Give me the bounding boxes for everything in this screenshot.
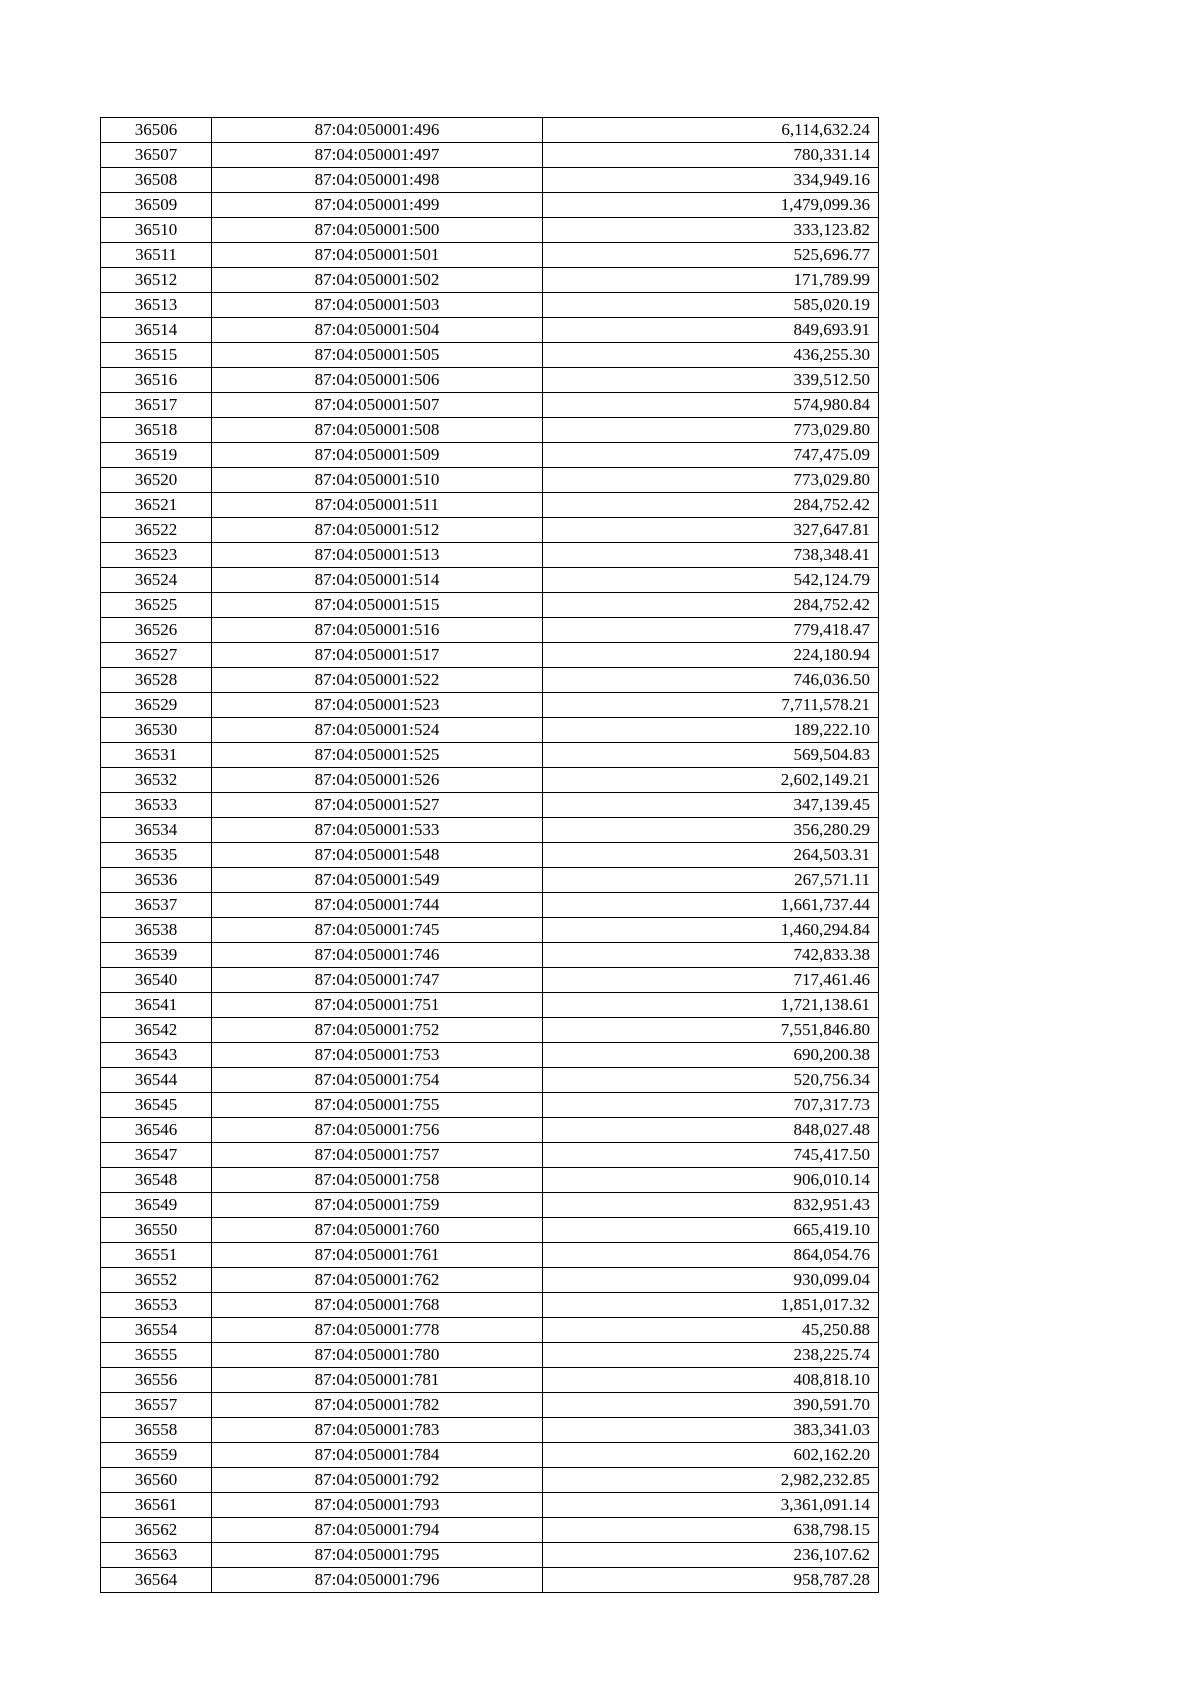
row-number-cell: 36564 bbox=[101, 1568, 212, 1593]
value-cell: 542,124.79 bbox=[543, 568, 879, 593]
table-row bbox=[101, 543, 879, 568]
cadastral-number-cell: 87:04:050001:747 bbox=[212, 968, 543, 993]
row-number-cell: 36547 bbox=[101, 1143, 212, 1168]
value-cell: 284,752.42 bbox=[543, 593, 879, 618]
table-row bbox=[101, 368, 879, 393]
table-row bbox=[101, 1568, 879, 1593]
row-number-cell: 36517 bbox=[101, 393, 212, 418]
row-number-cell: 36549 bbox=[101, 1193, 212, 1218]
cadastral-number-cell: 87:04:050001:768 bbox=[212, 1293, 543, 1318]
value-cell: 832,951.43 bbox=[543, 1193, 879, 1218]
cadastral-number-cell: 87:04:050001:751 bbox=[212, 993, 543, 1018]
table-row bbox=[101, 1518, 879, 1543]
cadastral-number-cell: 87:04:050001:758 bbox=[212, 1168, 543, 1193]
table-row bbox=[101, 943, 879, 968]
row-number-cell: 36542 bbox=[101, 1018, 212, 1043]
row-number-cell: 36553 bbox=[101, 1293, 212, 1318]
row-number-cell: 36533 bbox=[101, 793, 212, 818]
table-row bbox=[101, 693, 879, 718]
cadastral-number-cell: 87:04:050001:782 bbox=[212, 1393, 543, 1418]
value-cell: 602,162.20 bbox=[543, 1443, 879, 1468]
value-cell: 436,255.30 bbox=[543, 343, 879, 368]
value-cell: 1,851,017.32 bbox=[543, 1293, 879, 1318]
value-cell: 189,222.10 bbox=[543, 718, 879, 743]
row-number-cell: 36509 bbox=[101, 193, 212, 218]
row-number-cell: 36523 bbox=[101, 543, 212, 568]
value-cell: 171,789.99 bbox=[543, 268, 879, 293]
row-number-cell: 36520 bbox=[101, 468, 212, 493]
cadastral-number-cell: 87:04:050001:513 bbox=[212, 543, 543, 568]
value-cell: 2,602,149.21 bbox=[543, 768, 879, 793]
cadastral-number-cell: 87:04:050001:745 bbox=[212, 918, 543, 943]
table-row bbox=[101, 993, 879, 1018]
row-number-cell: 36555 bbox=[101, 1343, 212, 1368]
cadastral-number-cell: 87:04:050001:509 bbox=[212, 443, 543, 468]
row-number-cell: 36528 bbox=[101, 668, 212, 693]
cadastral-number-cell: 87:04:050001:795 bbox=[212, 1543, 543, 1568]
cadastral-number-cell: 87:04:050001:504 bbox=[212, 318, 543, 343]
row-number-cell: 36537 bbox=[101, 893, 212, 918]
cadastral-number-cell: 87:04:050001:757 bbox=[212, 1143, 543, 1168]
cadastral-number-cell: 87:04:050001:762 bbox=[212, 1268, 543, 1293]
table-row bbox=[101, 643, 879, 668]
row-number-cell: 36526 bbox=[101, 618, 212, 643]
cadastral-number-cell: 87:04:050001:761 bbox=[212, 1243, 543, 1268]
cadastral-number-cell: 87:04:050001:503 bbox=[212, 293, 543, 318]
cadastral-number-cell: 87:04:050001:510 bbox=[212, 468, 543, 493]
value-cell: 780,331.14 bbox=[543, 143, 879, 168]
table-row bbox=[101, 143, 879, 168]
table-row bbox=[101, 1468, 879, 1493]
table-row bbox=[101, 1093, 879, 1118]
value-cell: 520,756.34 bbox=[543, 1068, 879, 1093]
row-number-cell: 36513 bbox=[101, 293, 212, 318]
cadastral-number-cell: 87:04:050001:525 bbox=[212, 743, 543, 768]
value-cell: 45,250.88 bbox=[543, 1318, 879, 1343]
table-row bbox=[101, 1493, 879, 1518]
value-cell: 334,949.16 bbox=[543, 168, 879, 193]
table-row bbox=[101, 1118, 879, 1143]
value-cell: 327,647.81 bbox=[543, 518, 879, 543]
cadastral-number-cell: 87:04:050001:780 bbox=[212, 1343, 543, 1368]
table-row bbox=[101, 1293, 879, 1318]
value-cell: 690,200.38 bbox=[543, 1043, 879, 1068]
table-row bbox=[101, 618, 879, 643]
cadastral-number-cell: 87:04:050001:516 bbox=[212, 618, 543, 643]
cadastral-number-cell: 87:04:050001:508 bbox=[212, 418, 543, 443]
cadastral-number-cell: 87:04:050001:752 bbox=[212, 1018, 543, 1043]
value-cell: 264,503.31 bbox=[543, 843, 879, 868]
row-number-cell: 36561 bbox=[101, 1493, 212, 1518]
value-cell: 224,180.94 bbox=[543, 643, 879, 668]
row-number-cell: 36515 bbox=[101, 343, 212, 368]
cadastral-number-cell: 87:04:050001:759 bbox=[212, 1193, 543, 1218]
table-row bbox=[101, 568, 879, 593]
table-row bbox=[101, 1268, 879, 1293]
value-cell: 958,787.28 bbox=[543, 1568, 879, 1593]
cadastral-number-cell: 87:04:050001:500 bbox=[212, 218, 543, 243]
table-row bbox=[101, 168, 879, 193]
table-row bbox=[101, 1393, 879, 1418]
table-row bbox=[101, 1543, 879, 1568]
cadastral-number-cell: 87:04:050001:760 bbox=[212, 1218, 543, 1243]
row-number-cell: 36538 bbox=[101, 918, 212, 943]
cadastral-number-cell: 87:04:050001:756 bbox=[212, 1118, 543, 1143]
cadastral-number-cell: 87:04:050001:744 bbox=[212, 893, 543, 918]
value-cell: 2,982,232.85 bbox=[543, 1468, 879, 1493]
cadastral-number-cell: 87:04:050001:507 bbox=[212, 393, 543, 418]
row-number-cell: 36554 bbox=[101, 1318, 212, 1343]
value-cell: 1,460,294.84 bbox=[543, 918, 879, 943]
cadastral-number-cell: 87:04:050001:526 bbox=[212, 768, 543, 793]
cadastral-number-cell: 87:04:050001:781 bbox=[212, 1368, 543, 1393]
table-row bbox=[101, 118, 879, 143]
table-row bbox=[101, 1443, 879, 1468]
value-cell: 849,693.91 bbox=[543, 318, 879, 343]
row-number-cell: 36558 bbox=[101, 1418, 212, 1443]
table-row bbox=[101, 743, 879, 768]
row-number-cell: 36535 bbox=[101, 843, 212, 868]
value-cell: 356,280.29 bbox=[543, 818, 879, 843]
table-row bbox=[101, 968, 879, 993]
cadastral-number-cell: 87:04:050001:522 bbox=[212, 668, 543, 693]
cadastral-number-cell: 87:04:050001:754 bbox=[212, 1068, 543, 1093]
row-number-cell: 36506 bbox=[101, 118, 212, 143]
cadastral-number-cell: 87:04:050001:496 bbox=[212, 118, 543, 143]
row-number-cell: 36562 bbox=[101, 1518, 212, 1543]
table-row bbox=[101, 318, 879, 343]
cadastral-number-cell: 87:04:050001:501 bbox=[212, 243, 543, 268]
cadastral-number-cell: 87:04:050001:523 bbox=[212, 693, 543, 718]
cadastral-number-cell: 87:04:050001:505 bbox=[212, 343, 543, 368]
table-body bbox=[101, 118, 879, 1593]
value-cell: 236,107.62 bbox=[543, 1543, 879, 1568]
table-row bbox=[101, 1343, 879, 1368]
value-cell: 773,029.80 bbox=[543, 468, 879, 493]
value-cell: 779,418.47 bbox=[543, 618, 879, 643]
row-number-cell: 36518 bbox=[101, 418, 212, 443]
table-row bbox=[101, 518, 879, 543]
value-cell: 333,123.82 bbox=[543, 218, 879, 243]
cadastral-number-cell: 87:04:050001:778 bbox=[212, 1318, 543, 1343]
row-number-cell: 36563 bbox=[101, 1543, 212, 1568]
cadastral-number-cell: 87:04:050001:512 bbox=[212, 518, 543, 543]
value-cell: 742,833.38 bbox=[543, 943, 879, 968]
value-cell: 665,419.10 bbox=[543, 1218, 879, 1243]
cadastral-number-cell: 87:04:050001:524 bbox=[212, 718, 543, 743]
table-row bbox=[101, 293, 879, 318]
row-number-cell: 36560 bbox=[101, 1468, 212, 1493]
row-number-cell: 36522 bbox=[101, 518, 212, 543]
value-cell: 1,721,138.61 bbox=[543, 993, 879, 1018]
row-number-cell: 36529 bbox=[101, 693, 212, 718]
row-number-cell: 36550 bbox=[101, 1218, 212, 1243]
cadastral-number-cell: 87:04:050001:527 bbox=[212, 793, 543, 818]
table-row bbox=[101, 1193, 879, 1218]
cadastral-number-cell: 87:04:050001:506 bbox=[212, 368, 543, 393]
row-number-cell: 36536 bbox=[101, 868, 212, 893]
value-cell: 6,114,632.24 bbox=[543, 118, 879, 143]
table-row bbox=[101, 343, 879, 368]
cadastral-number-cell: 87:04:050001:792 bbox=[212, 1468, 543, 1493]
table-row bbox=[101, 468, 879, 493]
cadastral-number-cell: 87:04:050001:784 bbox=[212, 1443, 543, 1468]
value-cell: 930,099.04 bbox=[543, 1268, 879, 1293]
cadastral-number-cell: 87:04:050001:515 bbox=[212, 593, 543, 618]
table-row bbox=[101, 593, 879, 618]
row-number-cell: 36541 bbox=[101, 993, 212, 1018]
table-row bbox=[101, 1143, 879, 1168]
row-number-cell: 36516 bbox=[101, 368, 212, 393]
value-cell: 525,696.77 bbox=[543, 243, 879, 268]
row-number-cell: 36525 bbox=[101, 593, 212, 618]
row-number-cell: 36512 bbox=[101, 268, 212, 293]
row-number-cell: 36527 bbox=[101, 643, 212, 668]
row-number-cell: 36539 bbox=[101, 943, 212, 968]
table-row bbox=[101, 1018, 879, 1043]
table-row bbox=[101, 1368, 879, 1393]
table-row bbox=[101, 193, 879, 218]
value-cell: 408,818.10 bbox=[543, 1368, 879, 1393]
table-row bbox=[101, 793, 879, 818]
cadastral-number-cell: 87:04:050001:497 bbox=[212, 143, 543, 168]
row-number-cell: 36552 bbox=[101, 1268, 212, 1293]
cadastral-number-cell: 87:04:050001:514 bbox=[212, 568, 543, 593]
table-row bbox=[101, 818, 879, 843]
value-cell: 284,752.42 bbox=[543, 493, 879, 518]
value-cell: 7,711,578.21 bbox=[543, 693, 879, 718]
value-cell: 585,020.19 bbox=[543, 293, 879, 318]
cadastral-number-cell: 87:04:050001:794 bbox=[212, 1518, 543, 1543]
value-cell: 707,317.73 bbox=[543, 1093, 879, 1118]
table-row bbox=[101, 493, 879, 518]
row-number-cell: 36540 bbox=[101, 968, 212, 993]
value-cell: 569,504.83 bbox=[543, 743, 879, 768]
value-cell: 638,798.15 bbox=[543, 1518, 879, 1543]
table-row bbox=[101, 1168, 879, 1193]
table-row bbox=[101, 1418, 879, 1443]
cadastral-number-cell: 87:04:050001:755 bbox=[212, 1093, 543, 1118]
table-row bbox=[101, 268, 879, 293]
value-cell: 267,571.11 bbox=[543, 868, 879, 893]
value-cell: 390,591.70 bbox=[543, 1393, 879, 1418]
value-cell: 747,475.09 bbox=[543, 443, 879, 468]
table-row bbox=[101, 868, 879, 893]
table-row bbox=[101, 1068, 879, 1093]
row-number-cell: 36510 bbox=[101, 218, 212, 243]
row-number-cell: 36530 bbox=[101, 718, 212, 743]
table-row bbox=[101, 843, 879, 868]
value-cell: 339,512.50 bbox=[543, 368, 879, 393]
cadastral-number-cell: 87:04:050001:499 bbox=[212, 193, 543, 218]
row-number-cell: 36548 bbox=[101, 1168, 212, 1193]
row-number-cell: 36544 bbox=[101, 1068, 212, 1093]
cadastral-number-cell: 87:04:050001:533 bbox=[212, 818, 543, 843]
cadastral-number-cell: 87:04:050001:548 bbox=[212, 843, 543, 868]
cadastral-number-cell: 87:04:050001:549 bbox=[212, 868, 543, 893]
table-row bbox=[101, 443, 879, 468]
value-cell: 383,341.03 bbox=[543, 1418, 879, 1443]
table-row bbox=[101, 1318, 879, 1343]
table-row bbox=[101, 668, 879, 693]
row-number-cell: 36545 bbox=[101, 1093, 212, 1118]
row-number-cell: 36519 bbox=[101, 443, 212, 468]
row-number-cell: 36531 bbox=[101, 743, 212, 768]
row-number-cell: 36507 bbox=[101, 143, 212, 168]
row-number-cell: 36534 bbox=[101, 818, 212, 843]
row-number-cell: 36508 bbox=[101, 168, 212, 193]
row-number-cell: 36559 bbox=[101, 1443, 212, 1468]
table-row bbox=[101, 718, 879, 743]
table-row bbox=[101, 243, 879, 268]
table-row bbox=[101, 1218, 879, 1243]
cadastral-number-cell: 87:04:050001:793 bbox=[212, 1493, 543, 1518]
table-row bbox=[101, 218, 879, 243]
row-number-cell: 36511 bbox=[101, 243, 212, 268]
table-row bbox=[101, 418, 879, 443]
value-cell: 1,661,737.44 bbox=[543, 893, 879, 918]
value-cell: 238,225.74 bbox=[543, 1343, 879, 1368]
table-row bbox=[101, 1043, 879, 1068]
row-number-cell: 36524 bbox=[101, 568, 212, 593]
row-number-cell: 36543 bbox=[101, 1043, 212, 1068]
value-cell: 717,461.46 bbox=[543, 968, 879, 993]
value-cell: 864,054.76 bbox=[543, 1243, 879, 1268]
row-number-cell: 36546 bbox=[101, 1118, 212, 1143]
row-number-cell: 36532 bbox=[101, 768, 212, 793]
value-cell: 1,479,099.36 bbox=[543, 193, 879, 218]
document-page bbox=[100, 117, 879, 1593]
value-cell: 574,980.84 bbox=[543, 393, 879, 418]
row-number-cell: 36556 bbox=[101, 1368, 212, 1393]
row-number-cell: 36521 bbox=[101, 493, 212, 518]
table-row bbox=[101, 1243, 879, 1268]
cadastral-number-cell: 87:04:050001:783 bbox=[212, 1418, 543, 1443]
cadastral-number-cell: 87:04:050001:517 bbox=[212, 643, 543, 668]
cadastral-number-cell: 87:04:050001:498 bbox=[212, 168, 543, 193]
table-row bbox=[101, 918, 879, 943]
value-cell: 746,036.50 bbox=[543, 668, 879, 693]
cadastral-number-cell: 87:04:050001:796 bbox=[212, 1568, 543, 1593]
cadastral-number-cell: 87:04:050001:746 bbox=[212, 943, 543, 968]
cadastral-number-cell: 87:04:050001:511 bbox=[212, 493, 543, 518]
row-number-cell: 36557 bbox=[101, 1393, 212, 1418]
value-cell: 738,348.41 bbox=[543, 543, 879, 568]
cadastral-number-cell: 87:04:050001:502 bbox=[212, 268, 543, 293]
value-cell: 745,417.50 bbox=[543, 1143, 879, 1168]
table-row bbox=[101, 393, 879, 418]
cadastral-number-cell: 87:04:050001:753 bbox=[212, 1043, 543, 1068]
value-cell: 7,551,846.80 bbox=[543, 1018, 879, 1043]
value-cell: 906,010.14 bbox=[543, 1168, 879, 1193]
data-table bbox=[100, 117, 879, 1593]
table-row bbox=[101, 893, 879, 918]
value-cell: 347,139.45 bbox=[543, 793, 879, 818]
row-number-cell: 36551 bbox=[101, 1243, 212, 1268]
row-number-cell: 36514 bbox=[101, 318, 212, 343]
value-cell: 773,029.80 bbox=[543, 418, 879, 443]
table-row bbox=[101, 768, 879, 793]
value-cell: 3,361,091.14 bbox=[543, 1493, 879, 1518]
value-cell: 848,027.48 bbox=[543, 1118, 879, 1143]
